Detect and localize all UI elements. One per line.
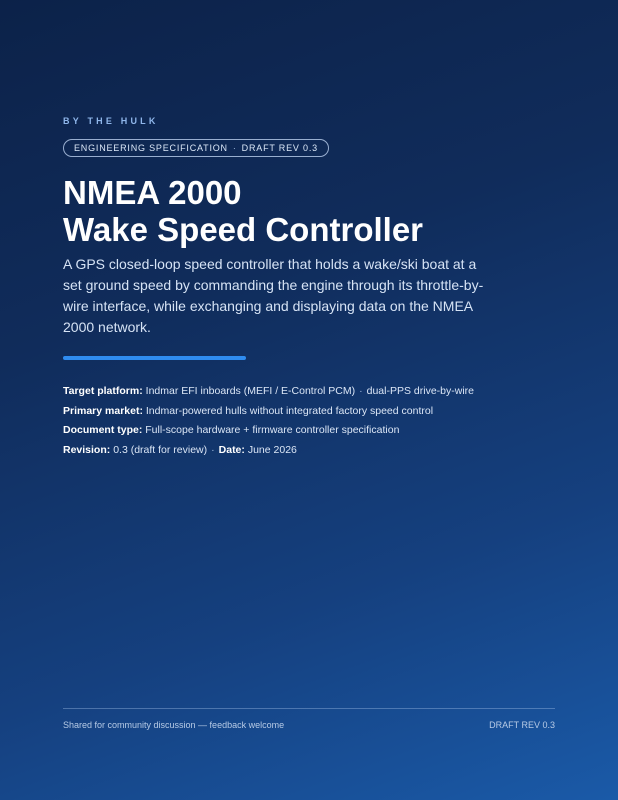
meta-primary-market	[63, 405, 555, 418]
pill-separator: ·	[232, 143, 237, 153]
meta-label: Primary market:	[63, 404, 143, 417]
accent-bar	[63, 356, 246, 360]
page-title	[63, 174, 423, 248]
document-metadata-list	[63, 385, 555, 463]
document-revision-label: DRAFT REV 0.3	[241, 143, 318, 153]
meta-value: Full-scope hardware + firmware controller specification	[145, 424, 400, 436]
footer-divider	[63, 708, 555, 709]
author-byline: BY THE HULK	[63, 116, 159, 126]
footer-note: Shared for community discussion — feedback welcome	[63, 720, 285, 730]
meta-value: Indmar-powered hulls without integrated factory speed control	[145, 404, 434, 417]
meta-label: Revision:	[63, 443, 111, 456]
meta-value: Indmar EFI inboards (MEFI / E-Control PCM)	[145, 385, 356, 397]
meta-separator: ·	[211, 443, 215, 456]
meta-value: June 2026	[247, 443, 297, 456]
meta-value-extra: dual-PPS drive-by-wire	[366, 385, 474, 397]
meta-separator: ·	[359, 385, 363, 397]
meta-revision-date	[63, 444, 555, 457]
meta-label: Target platform:	[63, 385, 143, 397]
meta-label: Document type:	[63, 424, 143, 436]
meta-document-type	[63, 424, 555, 437]
document-status-pill	[63, 139, 329, 157]
meta-target-platform	[63, 385, 555, 398]
document-kind-label: ENGINEERING SPECIFICATION	[74, 143, 228, 153]
meta-value: 0.3 (draft for review)	[113, 443, 208, 456]
footer-revision: DRAFT REV 0.3	[489, 720, 555, 730]
cover-page	[63, 0, 555, 800]
title-line-1: NMEA 2000	[63, 174, 242, 211]
meta-label: Date:	[218, 443, 245, 456]
title-line-2: Wake Speed Controller	[63, 211, 424, 248]
summary-paragraph: A GPS closed-loop speed controller that holds a wake/ski boat at a set ground speed by commanding the engine through its throttle-by-wire interface, while exchanging and displaying data on the NMEA 2000 network.	[63, 256, 484, 335]
